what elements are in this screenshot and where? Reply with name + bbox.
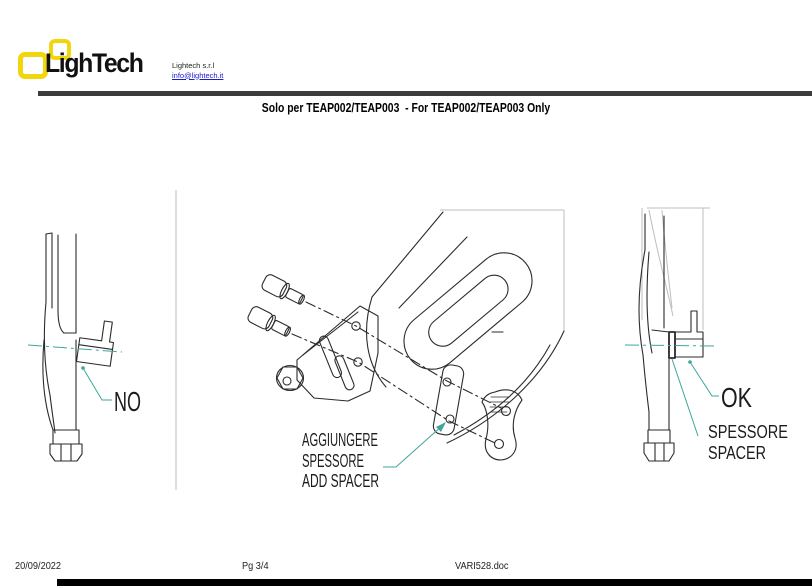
notice-title: Solo per TEAP002/TEAP003 - For TEAP002/TEAP003 Only <box>261 100 551 115</box>
leader-line-spacer <box>383 425 443 467</box>
company-block <box>172 61 223 80</box>
email-link[interactable]: info@lightech.it <box>172 70 224 80</box>
footer-page-number: Pg 3/4 <box>242 561 812 586</box>
tube-cut-lines <box>642 208 710 330</box>
leader-line-spacer <box>672 359 698 436</box>
company-name: Lightech s.r.l <box>172 61 215 70</box>
socket-bolt-1 <box>260 273 307 308</box>
logo-text: LighTech <box>45 48 143 78</box>
leader-line-ok <box>690 362 719 396</box>
swingarm-outline <box>367 212 564 443</box>
leader-line-no <box>83 368 112 400</box>
bracket-tilted <box>76 318 116 366</box>
flange-nut <box>277 366 304 391</box>
label-no: NO <box>114 386 141 417</box>
bottom-edge-bar <box>57 579 812 586</box>
centerline <box>625 345 715 346</box>
logo-square-large-icon <box>18 52 48 79</box>
note-add-spacer: ADD SPACER <box>302 471 379 491</box>
bracket-aligned <box>675 311 703 357</box>
note-spacer: SPACER <box>708 443 766 463</box>
chain-slider-cover <box>482 390 522 460</box>
figure-exploded-drawing <box>240 195 585 500</box>
figure-ok-drawing <box>615 190 812 490</box>
note-spessore: SPESSORE <box>302 451 364 471</box>
footer-filename: VARI528.doc <box>455 561 509 572</box>
label-ok: OK <box>721 382 753 413</box>
socket-bolt-2 <box>246 305 293 340</box>
footer-date: 20/09/2022 <box>15 561 62 572</box>
note-spessore: SPESSORE <box>708 422 788 442</box>
note-aggiungere: AGGIUNGERE <box>302 430 378 450</box>
assembly-axes <box>292 302 501 444</box>
figure-no-drawing <box>30 190 180 490</box>
swingarm-cut-lines <box>440 210 564 331</box>
header-rule <box>38 91 812 96</box>
